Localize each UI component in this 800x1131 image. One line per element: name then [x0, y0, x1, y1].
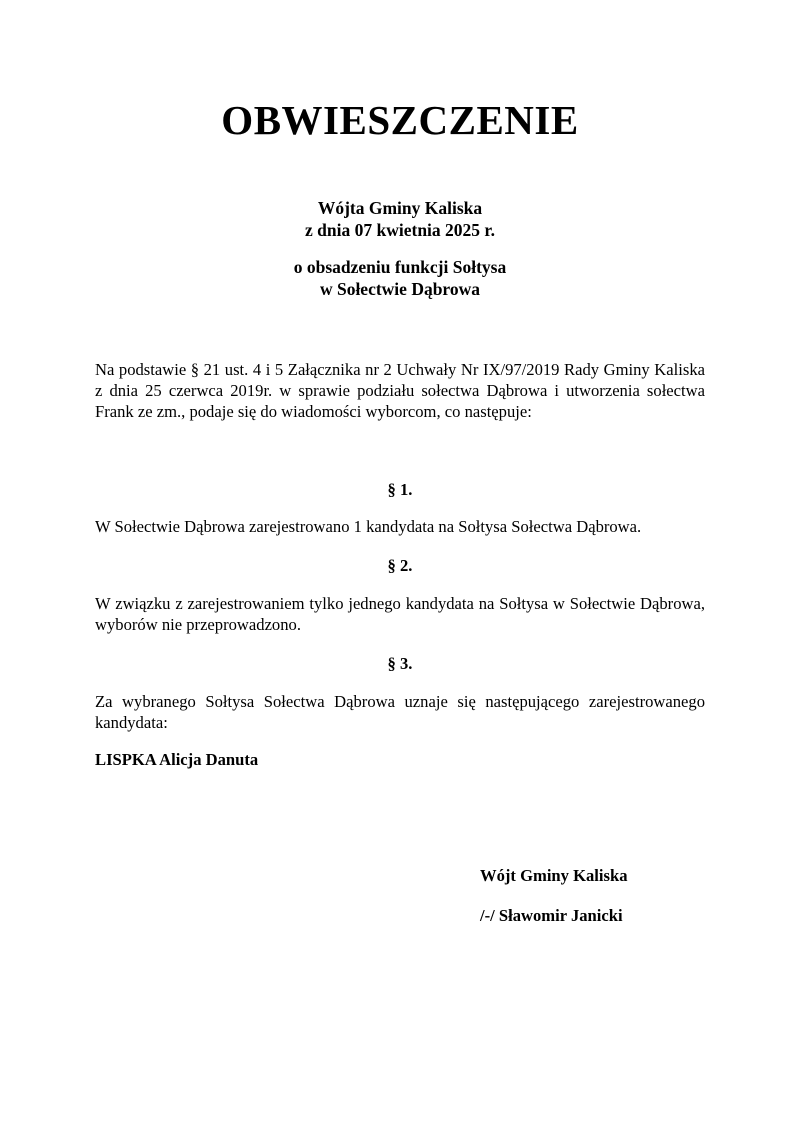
- date-line: z dnia 07 kwietnia 2025 r.: [305, 220, 495, 240]
- issuer-line: Wójta Gminy Kaliska: [317, 198, 483, 218]
- signature-name: /-/ Sławomir Janicki: [480, 906, 623, 925]
- section-mark-1: § 1.: [387, 480, 413, 499]
- subject-block: [0, 256, 800, 300]
- section-text-3: Za wybranego Sołtysa Sołectwa Dąbrowa uznaje się następującego zarejestrowanego kandydata:: [95, 692, 705, 732]
- subject-line-1: o obsadzeniu funkcji Sołtysa: [293, 257, 507, 277]
- section-text-2: W związku z zarejestrowaniem tylko jednego kandydata na Sołtysa w Sołectwie Dąbrowa, wyborów nie przeprowadzono.: [95, 594, 705, 634]
- signature-title: Wójt Gminy Kaliska: [480, 866, 628, 885]
- document-title: OBWIESZCZENIE: [221, 97, 579, 143]
- issuer-block: [0, 197, 800, 241]
- section-text-1: W Sołectwie Dąbrowa zarejestrowano 1 kandydata na Sołtysa Sołectwa Dąbrowa.: [95, 517, 642, 536]
- elected-candidate-name: LISPKA Alicja Danuta: [95, 750, 259, 769]
- subject-line-2: w Sołectwie Dąbrowa: [319, 279, 481, 299]
- intro-paragraph: Na podstawie § 21 ust. 4 i 5 Załącznika nr 2 Uchwały Nr IX/97/2019 Rady Gminy Kaliska z dnia 25 czerwca 2019r. w sprawie podziału sołectwa Dąbrowa i utworzenia sołectwa Frank ze zm., podaje się do wiadomości wyborcom, co następuje:: [95, 360, 705, 421]
- section-mark-2: § 2.: [387, 556, 413, 575]
- section-mark-3: § 3.: [387, 654, 413, 673]
